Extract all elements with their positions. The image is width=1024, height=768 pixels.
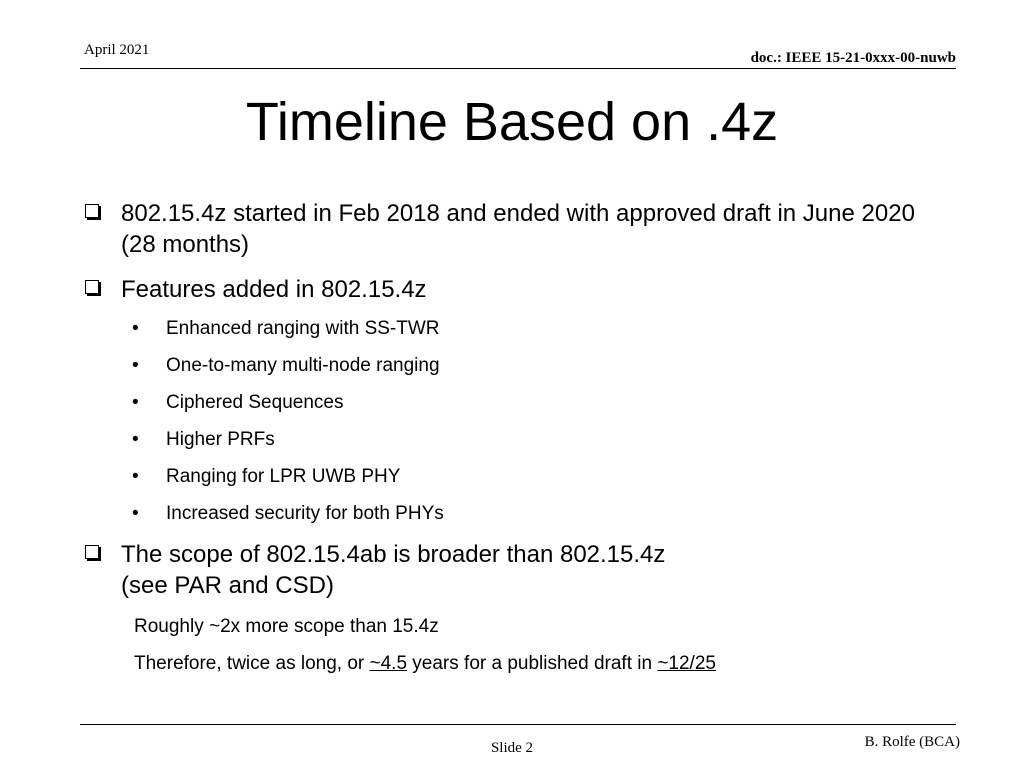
slide-title: Timeline Based on .4z — [245, 92, 779, 152]
list-item-text: Enhanced ranging with SS-TWR — [166, 318, 440, 339]
footer-author: B. Rolfe (BCA) — [864, 734, 960, 750]
list-item — [84, 465, 944, 489]
note-timeline-mid: years for a published draft in — [407, 653, 658, 674]
checkbox-bullet-icon — [85, 204, 99, 218]
list-item-text: One-to-many multi-node ranging — [166, 355, 440, 376]
bullet-features — [84, 274, 944, 305]
bullet-text: 802.15.4z started in Feb 2018 and ended with approved draft in June 2020 (28 months) — [121, 200, 915, 258]
list-item — [84, 502, 944, 526]
bullet-dot-icon: • — [132, 466, 139, 487]
bullet-dot-icon: • — [132, 318, 139, 339]
bullet-dot-icon: • — [132, 429, 139, 450]
bullet-scope — [84, 539, 944, 601]
list-item-text: Ranging for LPR UWB PHY — [166, 466, 401, 487]
note-timeline-years: ~4.5 — [369, 653, 408, 674]
bullet-dot-icon: • — [132, 392, 139, 413]
note-scope: Roughly ~2x more scope than 15.4z — [134, 616, 439, 637]
bullet-dot-icon: • — [132, 355, 139, 376]
bullet-text-line1: The scope of 802.15.4ab is broader than 802.15.4z — [121, 541, 666, 568]
checkbox-bullet-icon — [85, 545, 99, 559]
checkbox-bullet-icon — [85, 280, 99, 294]
header-divider — [80, 68, 956, 69]
bullet-text-line2: (see PAR and CSD) — [121, 572, 334, 599]
list-item — [84, 354, 944, 378]
list-item-text: Higher PRFs — [166, 429, 275, 450]
note-timeline-pre: Therefore, twice as long, or — [134, 653, 370, 674]
header-date: April 2021 — [84, 42, 150, 58]
feature-list — [84, 317, 944, 526]
note-timeline — [84, 652, 944, 676]
bullet-dot-icon: • — [132, 503, 139, 524]
bullet-text: Features added in 802.15.4z — [121, 276, 427, 303]
list-item-text: Ciphered Sequences — [166, 392, 344, 413]
header-doc-id: doc.: IEEE 15-21-0xxx-00-nuwb — [750, 50, 956, 66]
note-timeline-date: ~12/25 — [657, 653, 716, 674]
list-item — [84, 428, 944, 452]
list-item — [84, 391, 944, 415]
footer-divider — [80, 724, 956, 725]
slide-body — [84, 198, 944, 689]
list-item — [84, 317, 944, 341]
footer-slide-number: Slide 2 — [490, 740, 534, 756]
bullet-timeline — [84, 198, 944, 260]
list-item-text: Increased security for both PHYs — [166, 503, 444, 524]
